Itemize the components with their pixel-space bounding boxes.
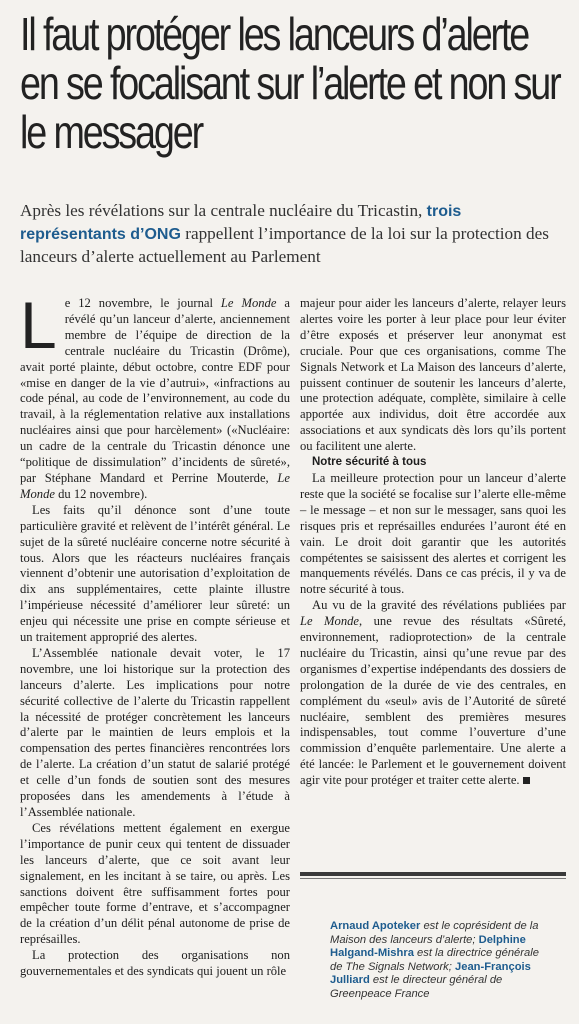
standfirst-text-before: Après les révélations sur la centrale nucléaire du Tricastin, [20,201,423,220]
p8-text-b: , une revue des résultats «Sûreté, environnement, radioprotection» de la centrale nucléaire du Tricastin, ainsi qu’une revue par des organismes d’expertise indépendants des dossiers de prolongation de la durée de vie des centrales, en complément du «seul» avis de l’Autorité de sûreté nucléaire, semblent des premières mesures indispensables, tout comme l’ouverture d’une commission d’enquête parlementaire. Une alerte a été lancée: le Parlement et le gouvernement doivent agir vite pour protéger et traiter cette alerte. [300,614,566,788]
p1-text-b: a révélé qu’un lanceur d’alerte, anciennement membre de l’équipe de direction de la centrale nucléaire du Tricastin (Drôme), avait porté plainte, début octobre, contre EDF pour «mise en danger de la vie d’autrui», «infractions au code pénal, au code de l’environnement, au code du travail, à la réglementation relative aux installations nucléaires ainsi que pour harcèlement» («Nucléaire: un cadre de la centrale du Tricastin dénonce une “politique de dissimulation” d’incidents de sûreté», par Stéphane Mandard et Perrine Mouterde, [20,296,290,485]
p1-publication: Le Monde [220,296,277,310]
standfirst-highlight: trois représentants d’ONG [20,203,462,243]
paragraph-2: Les faits qu’il dénonce sont d’une toute particulière gravité et relèvent de l’intérêt général. Le sujet de la sûreté nucléaire concerne notre sécurité à tous. Alors que les réacteurs nucléaires français viennent d’obtenir une autorisation d’exploitation de dix ans supplémentaires, cette plainte illustre l’impérieuse nécessité d’améliorer leur sûreté: un enjeu qui nécessite une prise en compte sérieuse et un traitement approprié des alertes. [20,502,290,645]
paragraph-6: majeur pour aider les lanceurs d’alerte, relayer leurs alertes voire les porter à leur place pour leur éviter d’être exposés et préserver leur anonymat est cruciale. Pour que ces organisations, comme The Signals Network et La Maison des lanceurs d’alerte, puissent continuer de soutenir les lanceurs d’alerte, une protection adéquate, complète, similaire à celle apportée aux individus, doit être accordée aux associations et aux syndicats dès lors qu’ils portent ou facilitent une alerte. [300,296,566,454]
end-mark-icon [523,777,530,784]
author-role-1: est le coprésident de la Maison des lanceurs d’alerte; [330,920,539,946]
author-role-3: est le directeur général de Greenpeace France [330,974,503,1000]
p8-publication: Le Monde [300,614,360,629]
author-box [330,920,545,1002]
right-column [300,296,566,789]
section-subhead: Notre sécurité à tous [312,456,427,469]
paragraph-4: Ces révélations mettent également en exergue l’importance de punir ceux qui tentent de dissuader les lanceurs d’alerte, que ce soit avant leur signalement, en les incitant à se taire, ou après. Les sanctions doivent être suffisamment fortes pour empêcher toute forme d’entrave, et s’accompagner de la création d’un délit pénal autonome de prise de représailles. [20,820,290,947]
paragraph-3: L’Assemblée nationale devait voter, le 17 novembre, une loi historique sur la protection des lanceurs d’alerte. Les implications pour notre sécurité collective de l’alerte du Tricastin rappellent la nécessité de protéger concrètement les lanceurs d’alerte par le maintien de leurs emplois et la compensation des pertes financières rencontrées lors de l’alerte. La création d’un statut de salarié protégé et celle d’un fonds de soutien sont des mesures proposées dans les amendements à l’étude à l’Assemblée nationale. [20,645,290,819]
paragraph-8 [300,598,566,789]
divider-rule [300,872,566,876]
paragraph-7: La meilleure protection pour un lanceur d’alerte reste que la société se focalise sur l’alerte elle-même – le message – et non sur le messager, sans quoi les risques pris et représailles endurées l’auront été en vain. Le droit doit garantir que les autorités compétentes se saisissent des alertes et corrigent les manquements révélés. Dans ce cas précis, il y va de notre sécurité à tous. [300,470,566,597]
drop-cap: L [20,288,57,362]
author-role-2: est la directrice générale de The Signals Network; [330,947,539,973]
author-name-1: Arnaud Apoteker [330,920,421,932]
author-name-3: Jean-François Julliard [330,960,531,987]
p1-text-c: du 12 novembre). [54,486,148,501]
paragraph-1 [20,288,290,503]
p1-text-a: e 12 novembre, le journal [64,296,221,310]
paragraph-5: La protection des organisations non gouvernementales et des syndicats qui jouent un rôle [20,948,290,979]
p1-publication-2: Le Monde [20,470,290,501]
article-standfirst [20,200,565,268]
left-column [20,288,290,980]
standfirst-text-after: rappellent l’importance de la loi sur la protection des lanceurs d’alerte actuellement au Parlement [20,224,549,266]
author-name-2: Delphine Halgand-Mishra [330,933,526,960]
divider-rule-thin [300,878,566,879]
article-headline: Il faut protéger les lanceurs d’alerte en se focalisant sur l’alerte et non sur le messager [20,8,560,158]
p8-text-a: Au vu de la gravité des révélations publiées par [312,598,566,613]
